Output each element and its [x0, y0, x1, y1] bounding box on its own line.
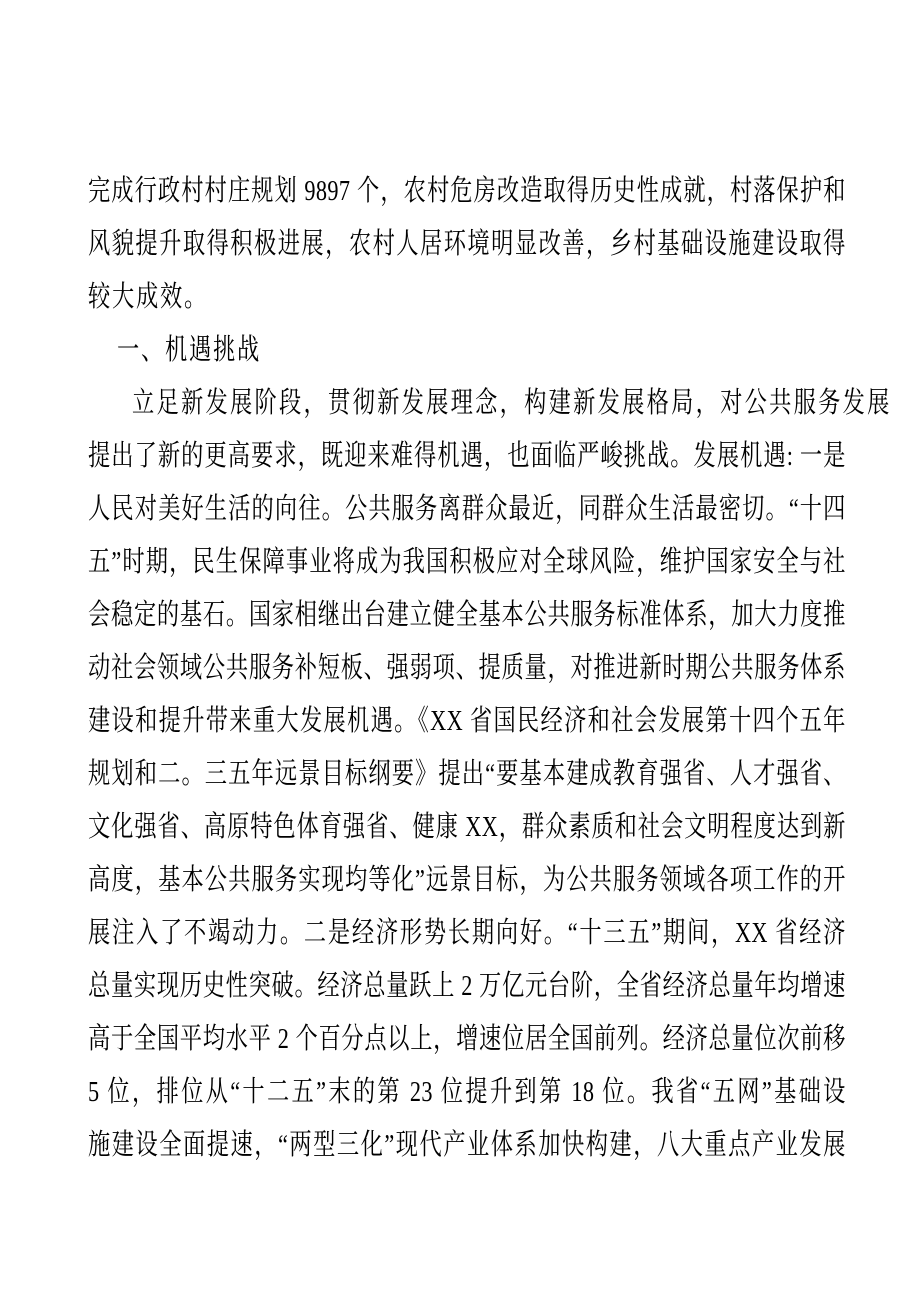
text-line: 总量实现历史性突破。经济总量跃上 2 万亿元台阶，全省经济总量年均增速 — [88, 970, 846, 1002]
text-line: 人民对美好生活的向往。公共服务离群众最近，同群众生活最密切。“十四 — [88, 493, 846, 525]
text-line: 风貌提升取得积极进展，农村人居环境明显改善，乡村基础设施建设取得 — [88, 228, 846, 260]
heading-line: 一、机遇挑战 — [116, 334, 262, 366]
text-line: 高于全国平均水平 2 个百分点以上，增速位居全国前列。经济总量位次前移 — [88, 1023, 846, 1055]
paragraph-body — [88, 377, 890, 1172]
text-line: 完成行政村村庄规划 9897 个，农村危房改造取得历史性成就，村落保护和 — [88, 175, 846, 207]
text-line: 五”时期，民生保障事业将成为我国积极应对全球风险，维护国家安全与社 — [88, 546, 846, 578]
paragraph-continuation — [88, 165, 846, 324]
text-line: 较大成效。 — [88, 281, 209, 313]
document-content — [88, 165, 890, 1172]
text-line: 建设和提升带来重大发展机遇。《XX 省国民经济和社会发展第十四个五年 — [88, 705, 846, 737]
text-line: 动社会领域公共服务补短板、强弱项、提质量，对推进新时期公共服务体系 — [88, 652, 846, 684]
text-line: 提出了新的更高要求，既迎来难得机遇，也面临严峻挑战。发展机遇: 一是 — [88, 440, 846, 472]
text-line: 展注入了不竭动力。二是经济形势长期向好。“十三五”期间，XX 省经济 — [88, 917, 846, 949]
text-line: 施建设全面提速，“两型三化”现代产业体系加快构建，八大重点产业发展 — [88, 1129, 846, 1161]
text-line: 高度，基本公共服务实现均等化”远景目标，为公共服务领域各项工作的开 — [88, 864, 846, 896]
text-line: 立足新发展阶段，贯彻新发展理念，构建新发展格局，对公共服务发展 — [132, 387, 890, 419]
text-line: 规划和二。三五年远景目标纲要》提出“要基本建成教育强省、人才强省、 — [88, 758, 846, 790]
text-line: 5 位，排位从“十二五”末的第 23 位提升到第 18 位。我省“五网”基础设 — [88, 1076, 846, 1108]
text-line: 会稳定的基石。国家相继出台建立健全基本公共服务标准体系，加大力度推 — [88, 599, 846, 631]
section-heading — [88, 324, 846, 377]
text-line: 文化强省、高原特色体育强省、健康 XX，群众素质和社会文明程度达到新 — [88, 811, 846, 843]
